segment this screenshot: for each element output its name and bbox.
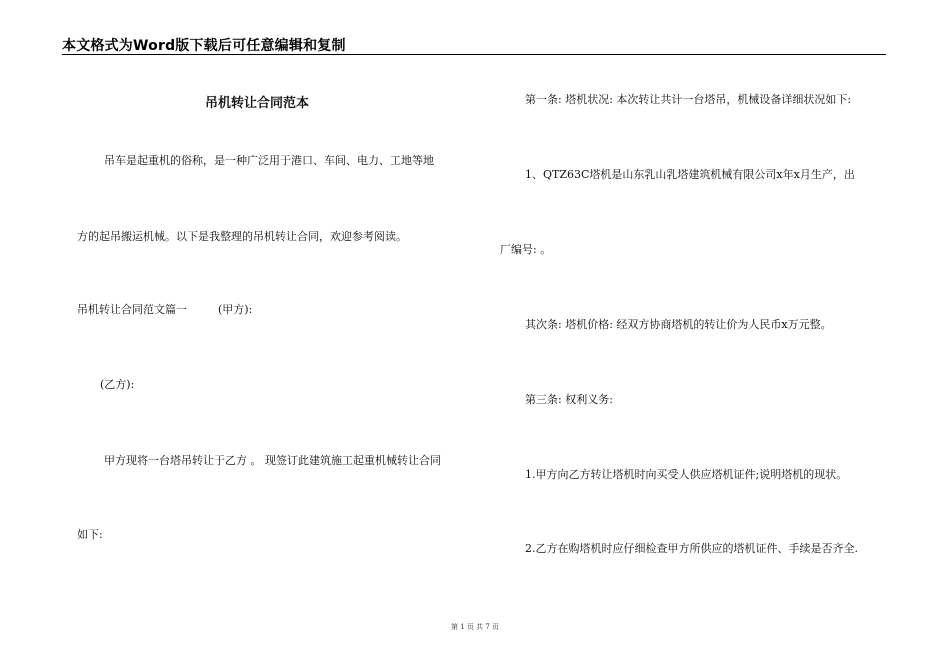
tower-crane-detail-line-2: 厂编号: 。 xyxy=(500,243,552,256)
obligation-item-2: 2.乙方在购塔机时应仔细检查甲方所供应的塔机证件、手续是否齐全. xyxy=(525,542,858,555)
left-paragraph-line-1: 吊车是起重机的俗称，是一种广泛用于港口、车间、电力、工地等地 xyxy=(104,154,434,167)
header-divider xyxy=(62,54,886,55)
article-three: 第三条: 权利义务: xyxy=(525,393,613,406)
article-two: 其次条: 塔机价格: 经双方协商塔机的转让价为人民币x万元整。 xyxy=(525,318,832,331)
left-paragraph-line-3: 甲方现将一台塔吊转让于乙方 。 现签订此建筑施工起重机械转让合同 xyxy=(104,454,441,467)
page-number: 第 1 页 共 7 页 xyxy=(450,623,500,631)
party-b-label: (乙方): xyxy=(100,378,135,391)
left-paragraph-line-2: 方的起吊搬运机械。以下是我整理的吊机转让合同，欢迎参考阅读。 xyxy=(77,230,407,243)
contract-heading: 吊机转让合同范文篇一 xyxy=(77,303,187,316)
tower-crane-detail-line-1: 1、QTZ63C塔机是山东乳山乳塔建筑机械有限公司x年x月生产，出 xyxy=(525,168,855,181)
page-banner: 本文格式为Word版下载后可任意编辑和复制 xyxy=(62,38,346,54)
document-title: 吊机转让合同范本 xyxy=(205,96,310,111)
party-a-label: (甲方): xyxy=(218,303,253,316)
obligation-item-1: 1.甲方向乙方转让塔机时向买受人供应塔机证件;说明塔机的现状。 xyxy=(525,468,848,481)
left-paragraph-line-4: 如下: xyxy=(77,528,103,541)
article-one: 第一条: 塔机状况: 本次转让共计一台塔吊，机械设备详细状况如下: xyxy=(525,93,852,106)
